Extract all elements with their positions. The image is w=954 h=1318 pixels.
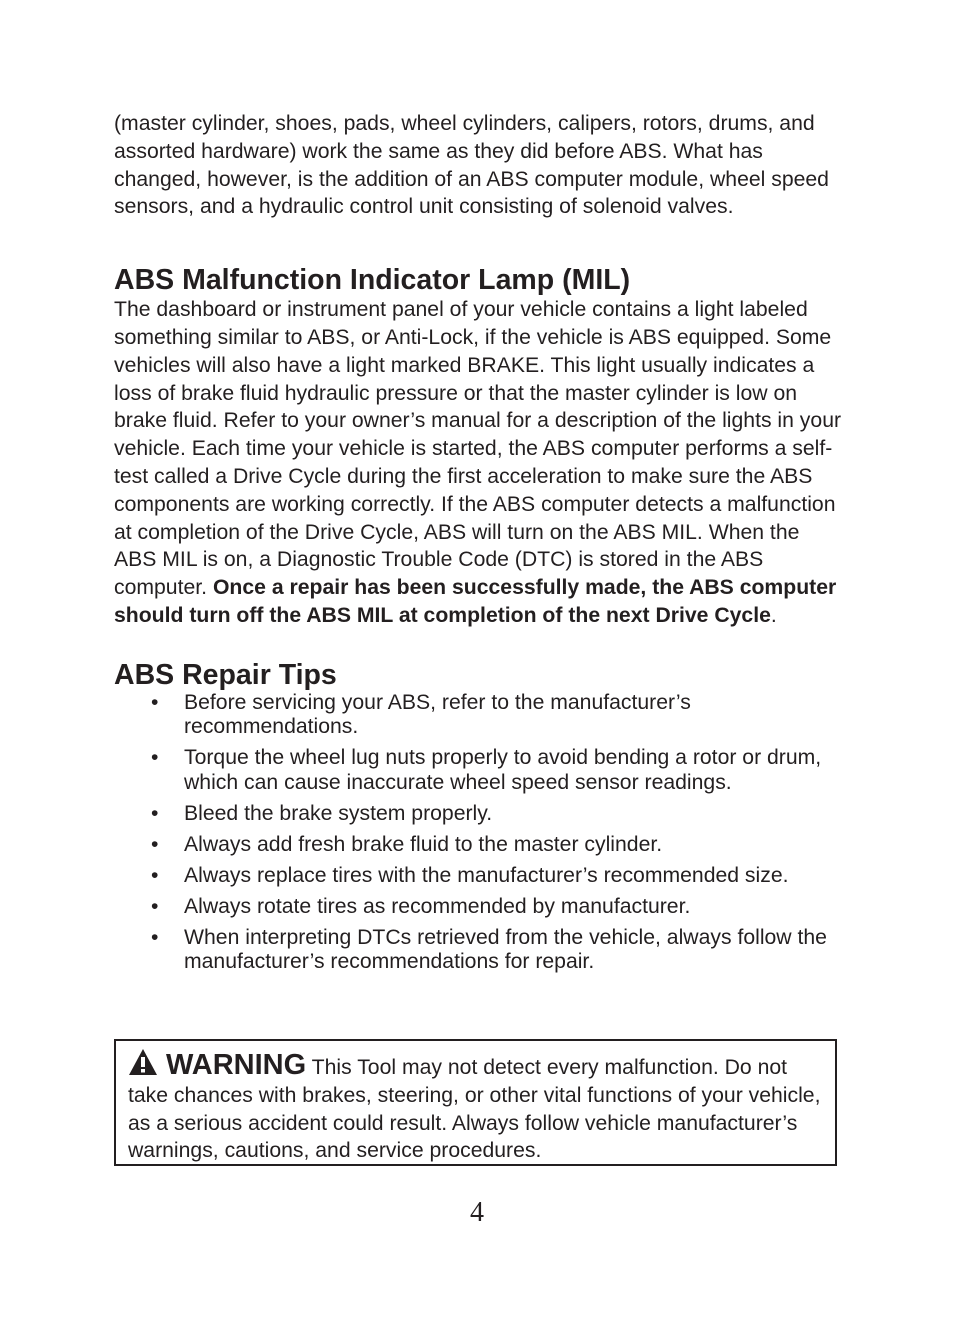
list-item-text: Always replace tires with the manufacturer’s recommended size. xyxy=(184,863,789,887)
list-item-text: Torque the wheel lug nuts properly to avoid bending a rotor or drum, which can cause inaccurate wheel speed sensor readings. xyxy=(184,746,822,794)
list-item xyxy=(114,691,844,740)
mil-section-body xyxy=(114,296,844,630)
list-item xyxy=(114,802,844,827)
warning-text: This Tool may not detect every malfunction. Do not take chances with brakes, steering, or other vital functions of your vehicle, as a serious accident could result. Always follow vehicle manufacturer’s warnings, cautions, and service procedures. xyxy=(128,1056,821,1163)
list-item xyxy=(114,833,844,858)
bullet: • xyxy=(151,832,159,856)
bullet: • xyxy=(151,801,159,825)
page-content xyxy=(114,110,844,981)
mil-body-text: The dashboard or instrument panel of your vehicle contains a light labeled something similar to ABS, or Anti-Lock, if the vehicle is ABS equipped. Some vehicles will also have a light marked BRAKE. This light usually indicates a loss of brake fluid hydraulic pressure or that the master cylinder is low on brake fluid. Refer to your owner’s manual for a description of the lights in your vehicle. Each time your vehicle is started, the ABS computer performs a self-test called a Drive Cycle during the first acceleration to make sure the ABS components are working correctly. If the ABS computer detects a malfunction at completion of the Drive Cycle, ABS will turn on the ABS MIL. When the ABS MIL is on, a Diagnostic Trouble Code (DTC) is stored in the ABS computer. xyxy=(114,298,842,600)
mil-body-bold-text: Once a repair has been successfully made, the ABS computer should turn off the ABS MIL at completion of the next Drive Cycle xyxy=(114,576,837,627)
list-item xyxy=(114,895,844,920)
bullet: • xyxy=(151,690,159,714)
bullet: • xyxy=(151,925,159,949)
intro-paragraph: (master cylinder, shoes, pads, wheel cylinders, calipers, rotors, drums, and assorted hardware) work the same as they did before ABS. What has changed, however, is the addition of an ABS computer module, wheel speed sensors, and a hydraulic control unit consisting of solenoid valves. xyxy=(114,112,829,219)
list-item-text: When interpreting DTCs retrieved from the vehicle, always follow the manufacturer’s recommendations for repair. xyxy=(184,925,827,974)
warning-triangle-icon xyxy=(128,1047,158,1077)
list-item-text: Always rotate tires as recommended by manufacturer. xyxy=(184,894,691,918)
page-number: 4 xyxy=(470,1197,484,1228)
warning-box xyxy=(114,1039,837,1166)
list-item xyxy=(114,926,844,975)
bullet: • xyxy=(151,863,159,887)
list-item-text: Before servicing your ABS, refer to the manufacturer’s recommendations. xyxy=(184,690,691,739)
list-item-text: Always add fresh brake fluid to the master cylinder. xyxy=(184,832,663,856)
mil-body-end: . xyxy=(770,603,777,627)
bullet: • xyxy=(151,746,159,770)
warning-label: WARNING xyxy=(166,1049,307,1081)
mil-section-heading: ABS Malfunction Indicator Lamp (MIL) xyxy=(114,264,631,297)
bullet: • xyxy=(151,894,159,918)
list-item-text: Bleed the brake system properly. xyxy=(184,801,493,825)
repair-tips-list xyxy=(114,691,844,975)
list-item xyxy=(114,864,844,889)
list-item xyxy=(114,746,844,795)
repair-tips-heading: ABS Repair Tips xyxy=(114,658,337,691)
